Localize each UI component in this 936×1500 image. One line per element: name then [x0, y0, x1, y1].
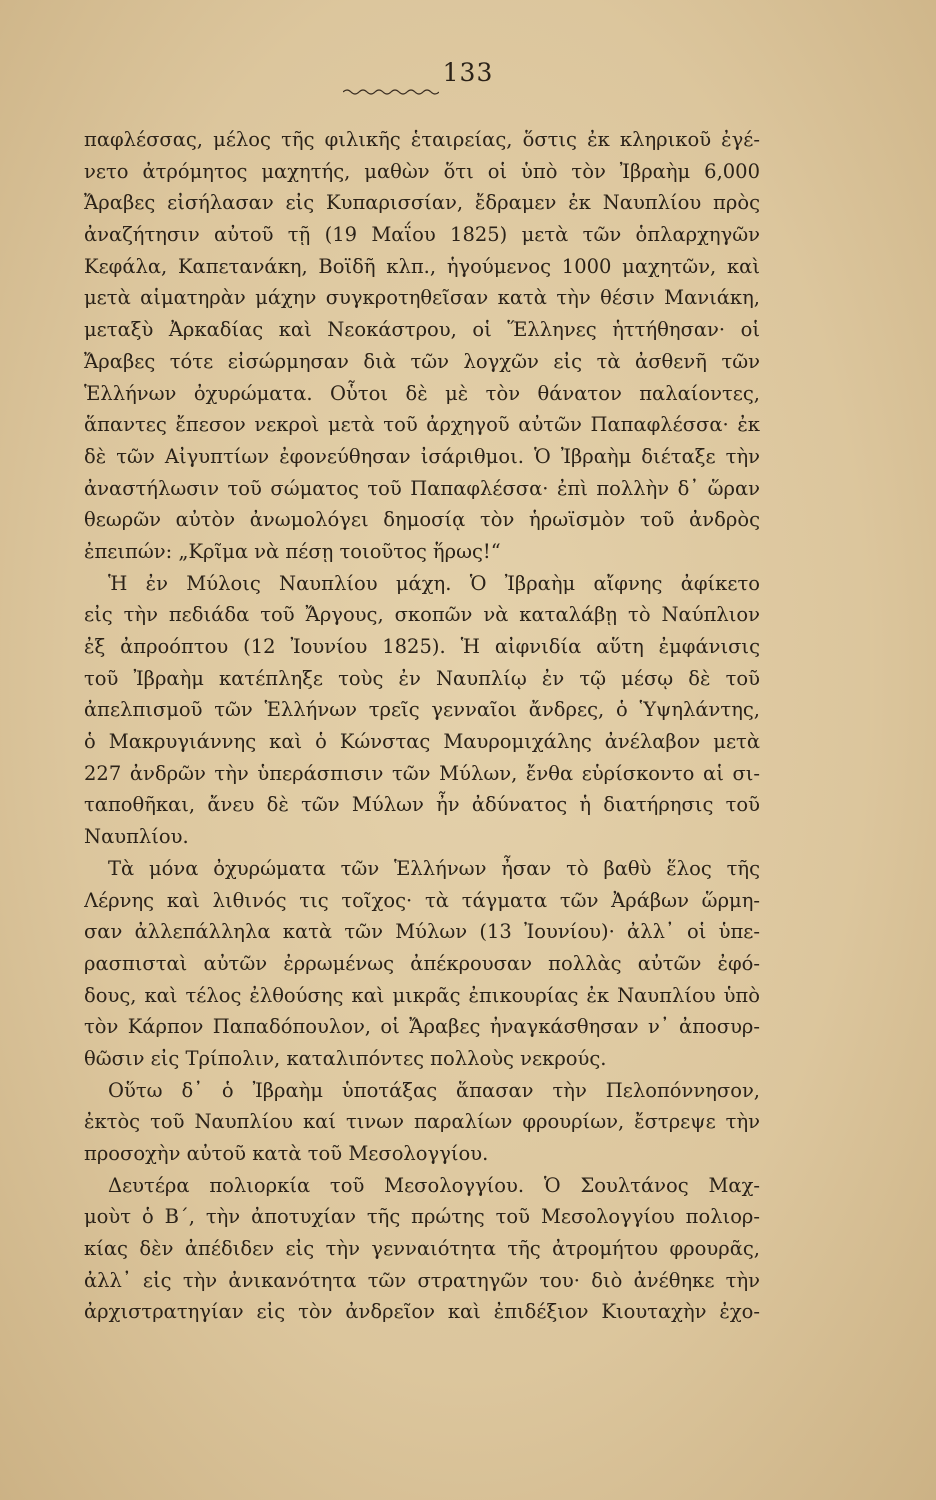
text-line: θῶσιν εἰς Τρίπολιν, καταλιπόντες πολλοὺς νεκρούς. — [84, 1046, 607, 1070]
body-text — [84, 124, 760, 1328]
text-line: ἀλλ᾽ εἰς τὴν ἀνικανότητα τῶν στρατηγῶν του· διὸ ἀνέθηκε τὴν — [84, 1268, 760, 1292]
text-line: παφλέσσας, μέλος τῆς φιλικῆς ἑταιρείας, ὅστις ἐκ κληρικοῦ ἐγέ- — [84, 128, 760, 151]
text-line: ταποθῆκαι, ἄνευ δὲ τῶν Μύλων ἦν ἀδύνατος ἡ διατήρησις τοῦ — [84, 793, 760, 817]
text-line: ἀναζήτησιν αὐτοῦ τῇ (19 Μαΐου 1825) μετὰ τῶν ὁπλαρχηγῶν — [84, 223, 760, 247]
text-line: δους, καὶ τέλος ἐλθούσης καὶ μικρᾶς ἐπικουρίας ἐκ Ναυπλίου ὑπὸ — [84, 983, 760, 1007]
text-line: Λέρνης καὶ λιθινός τις τοῖχος· τὰ τάγματα τῶν Ἀράβων ὥρμη- — [84, 888, 760, 912]
text-line: μεταξὺ Ἀρκαδίας καὶ Νεοκάστρου, οἱ Ἕλληνες ἡττήθησαν· οἱ — [84, 318, 760, 342]
text-line: ἅπαντες ἔπεσον νεκροὶ μετὰ τοῦ ἀρχηγοῦ αὐτῶν Παπαφλέσσα· ἐκ — [84, 413, 760, 437]
wavy-rule-ornament — [343, 88, 439, 96]
text-line: δὲ τῶν Αἰγυπτίων ἐφονεύθησαν ἰσάριθμοι. Ὁ Ἰβραὴμ διέταξε τὴν — [84, 444, 760, 468]
text-line: ἀναστήλωσιν τοῦ σώματος τοῦ Παπαφλέσσα· ἐπὶ πολλὴν δ᾽ ὥραν — [84, 476, 760, 500]
text-line: Ἡ ἐν Μύλοις Ναυπλίου μάχη. Ὁ Ἰβραὴμ αἴφνης ἀφίκετο — [108, 571, 760, 595]
text-line: σαν ἀλλεπάλληλα κατὰ τῶν Μύλων (13 Ἰουνίου)· ἀλλ᾽ οἱ ὑπε- — [84, 920, 760, 944]
text-line: Οὕτω δ᾽ ὁ Ἰβραὴμ ὑποτάξας ἅπασαν τὴν Πελοπόννησον, — [108, 1078, 760, 1102]
text-line: Δευτέρα πολιορκία τοῦ Μεσολογγίου. Ὁ Σουλτάνος Μαχ- — [108, 1173, 760, 1197]
text-line: τὸν Κάρπον Παπαδόπουλον, οἱ Ἄραβες ἠναγκάσθησαν ν᾽ ἀποσυρ- — [84, 1015, 760, 1039]
text-line: εἰς τὴν πεδιάδα τοῦ Ἄργους, σκοπῶν νὰ καταλάβῃ τὸ Ναύπλιον — [84, 603, 760, 627]
text-line: 227 ἀνδρῶν τὴν ὑπεράσπισιν τῶν Μύλων, ἔνθα εὑρίσκοντο αἱ σι- — [84, 761, 760, 785]
text-line: προσοχὴν αὐτοῦ κατὰ τοῦ Μεσολογγίου. — [84, 1142, 489, 1165]
text-line: Ναυπλίου. — [84, 825, 189, 849]
text-line: μετὰ αἱματηρὰν μάχην συγκροτηθεῖσαν κατὰ τὴν θέσιν Μανιάκη, — [84, 286, 760, 310]
text-line: τοῦ Ἰβραὴμ κατέπληξε τοὺς ἐν Ναυπλίῳ ἐν τῷ μέσῳ δὲ τοῦ — [84, 666, 760, 690]
text-line: κίας δὲν ἀπέδιδεν εἰς τὴν γενναιότητα τῆς ἀτρομήτου φρουρᾶς, — [84, 1237, 760, 1261]
text-line: ὁ Μακρυγιάννης καὶ ὁ Κώνστας Μαυρομιχάλης ἀνέλαβον μετὰ — [84, 730, 760, 754]
text-line: Ἑλλήνων ὀχυρώματα. Οὗτοι δὲ μὲ τὸν θάνατον παλαίοντες, — [84, 381, 760, 405]
text-line: μοὺτ ὁ Β΄, τὴν ἀποτυχίαν τῆς πρώτης τοῦ Μεσολογγίου πολιορ- — [84, 1205, 760, 1229]
text-line: Τὰ μόνα ὀχυρώματα τῶν Ἑλλήνων ἦσαν τὸ βαθὺ ἕλος τῆς — [108, 856, 760, 880]
text-line: ἀρχιστρατηγίαν εἰς τὸν ἀνδρεῖον καὶ ἐπιδέξιον Κιουταχὴν ἐχο- — [84, 1300, 760, 1324]
text-line: ἀπελπισμοῦ τῶν Ἑλλήνων τρεῖς γενναῖοι ἄνδρες, ὁ Ὑψηλάντης, — [84, 698, 760, 722]
text-line: ρασπισταὶ αὐτῶν ἐρρωμένως ἀπέκρουσαν πολλὰς αὐτῶν ἐφό- — [84, 951, 760, 975]
text-line: Ἄραβες εἰσήλασαν εἰς Κυπαρισσίαν, ἔδραμεν ἐκ Ναυπλίου πρὸς — [84, 191, 760, 215]
page-number: 133 — [442, 58, 494, 87]
text-line: Κεφάλα, Καπετανάκη, Βοϊδῆ κλπ., ἡγούμενος 1000 μαχητῶν, καὶ — [84, 254, 760, 278]
text-line: νετο ἀτρόμητος μαχητής, μαθὼν ὅτι οἱ ὑπὸ τὸν Ἰβραὴμ 6,000 — [84, 159, 760, 183]
text-line: θεωρῶν αὐτὸν ἀνωμολόγει δημοσίᾳ τὸν ἡρωϊσμὸν τοῦ ἀνδρὸς — [84, 508, 760, 532]
text-line: ἐπειπών: „Κρῖμα νὰ πέσῃ τοιοῦτος ἥρως!“ — [84, 539, 501, 563]
text-line: ἐξ ἀπροόπτου (12 Ἰουνίου 1825). Ἡ αἰφνιδία αὕτη ἐμφάνισις — [84, 635, 760, 658]
text-line: ἐκτὸς τοῦ Ναυπλίου καί τινων παραλίων φρουρίων, ἔστρεψε τὴν — [84, 1110, 760, 1134]
text-line: Ἄραβες τότε εἰσώρμησαν διὰ τῶν λογχῶν εἰς τὰ ἀσθενῆ τῶν — [84, 349, 760, 373]
